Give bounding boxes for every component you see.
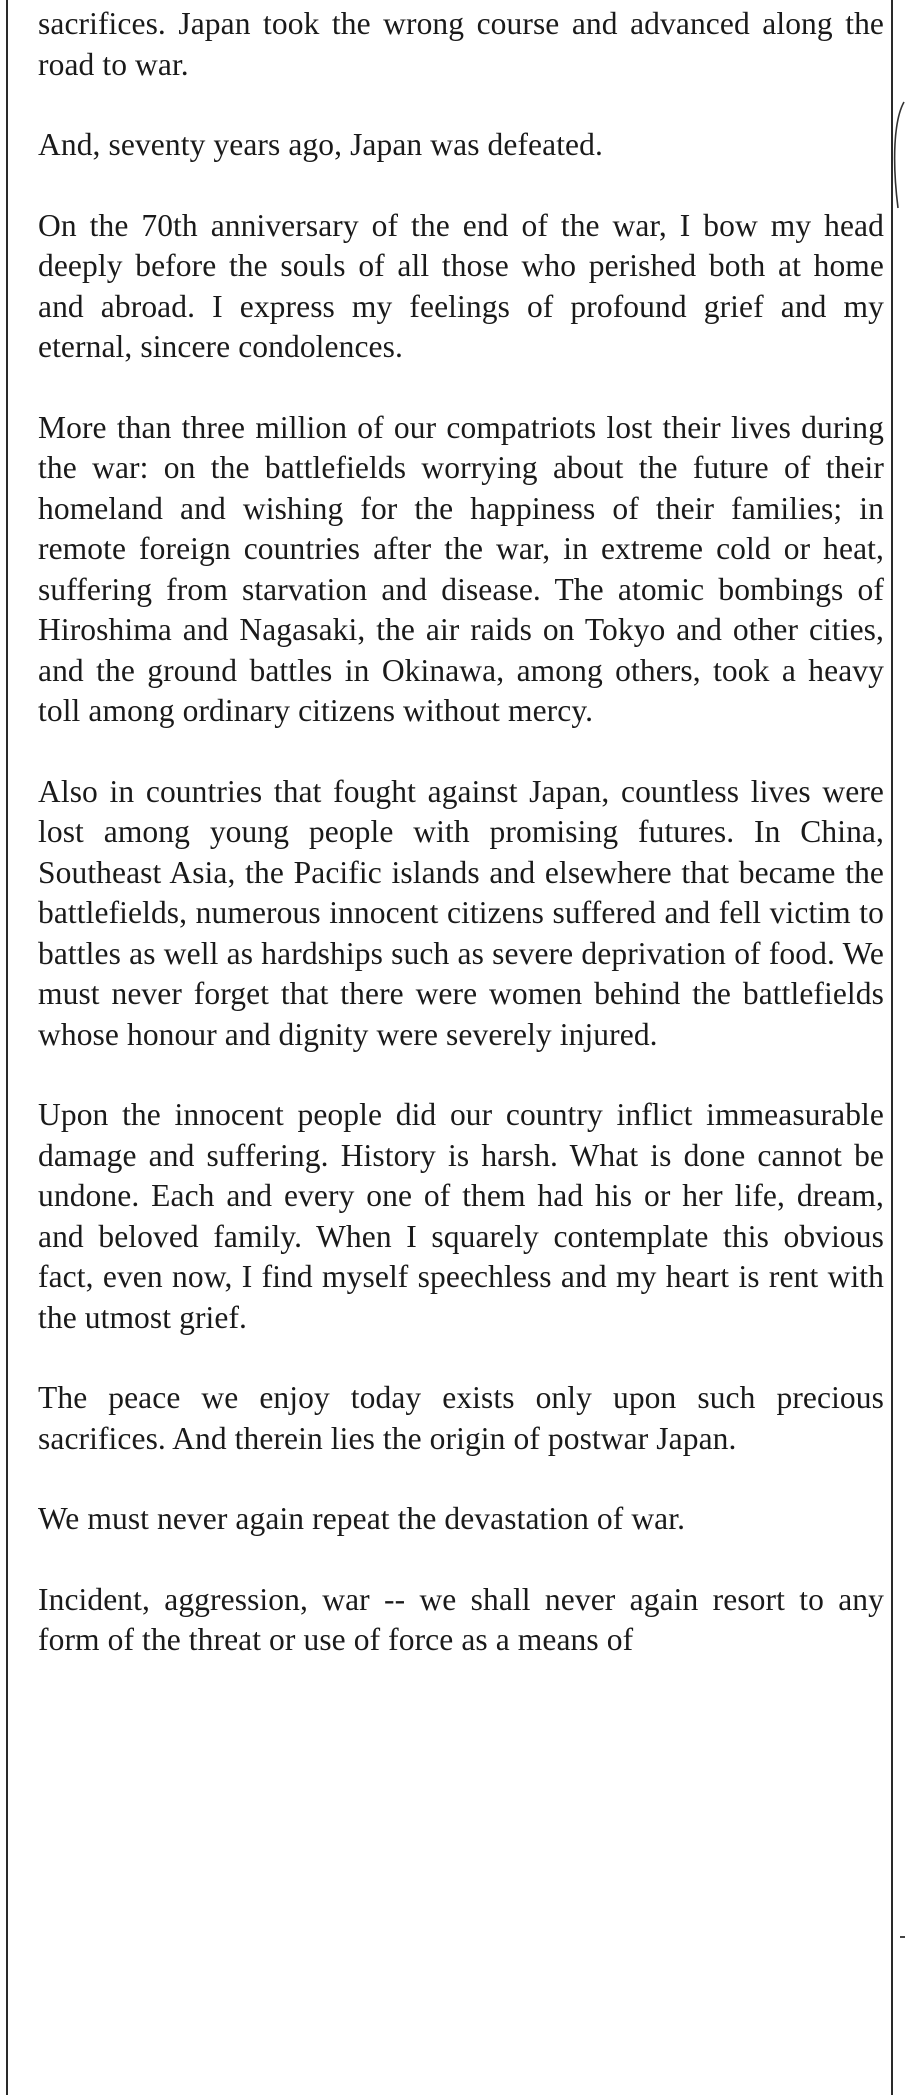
page-edge-mark	[888, 100, 906, 210]
paragraph-9: Incident, aggression, war -- we shall never again resort to any form of the threat or use of force as a means of	[38, 1581, 884, 1657]
left-column-rule	[6, 0, 8, 2095]
document-body	[38, 0, 884, 1701]
paragraph-5: Also in countries that fought against Japan, countless lives were lost among young people with promising futures. In China, Southeast Asia, the Pacific islands and elsewhere that became the battlefields, numerous innocent citizens suffered and fell victim to battles as well as hardships such as severe deprivation of food. We must never forget that there were women behind the battlefields whose honour and dignity were severely injured.	[38, 773, 884, 1052]
paragraph-7: The peace we enjoy today exists only upon such precious sacrifices. And therein lies the origin of postwar Japan.	[38, 1380, 884, 1456]
paragraph-8: We must never again repeat the devastation of war.	[38, 1501, 686, 1536]
paragraph-3: On the 70th anniversary of the end of the war, I bow my head deeply before the souls of all those who perished both at home and abroad. I express my feelings of profound grief and my eternal, sincere condolences.	[38, 207, 884, 364]
edge-tick-mark	[900, 1936, 905, 1938]
paragraph-2: And, seventy years ago, Japan was defeated.	[38, 127, 603, 162]
paragraph-4: More than three million of our compatriots lost their lives during the war: on the battlefields worrying about the future of their homeland and wishing for the happiness of their families; in remote foreign countries after the war, in extreme cold or heat, suffering from starvation and disease. The atomic bombings of Hiroshima and Nagasaki, the air raids on Tokyo and other cities, and the ground battles in Okinawa, among others, took a heavy toll among ordinary citizens without mercy.	[38, 409, 884, 728]
right-column-rule	[891, 0, 893, 2095]
paragraph-6: Upon the innocent people did our country inflict immeasurable damage and suffering. History is harsh. What is done cannot be undone. Each and every one of them had his or her life, dream, and beloved family. When I squarely contemplate this obvious fact, even now, I find myself speechless and my heart is rent with the utmost grief.	[38, 1097, 884, 1335]
paragraph-1: sacrifices. Japan took the wrong course and advanced along the road to war.	[38, 6, 884, 82]
